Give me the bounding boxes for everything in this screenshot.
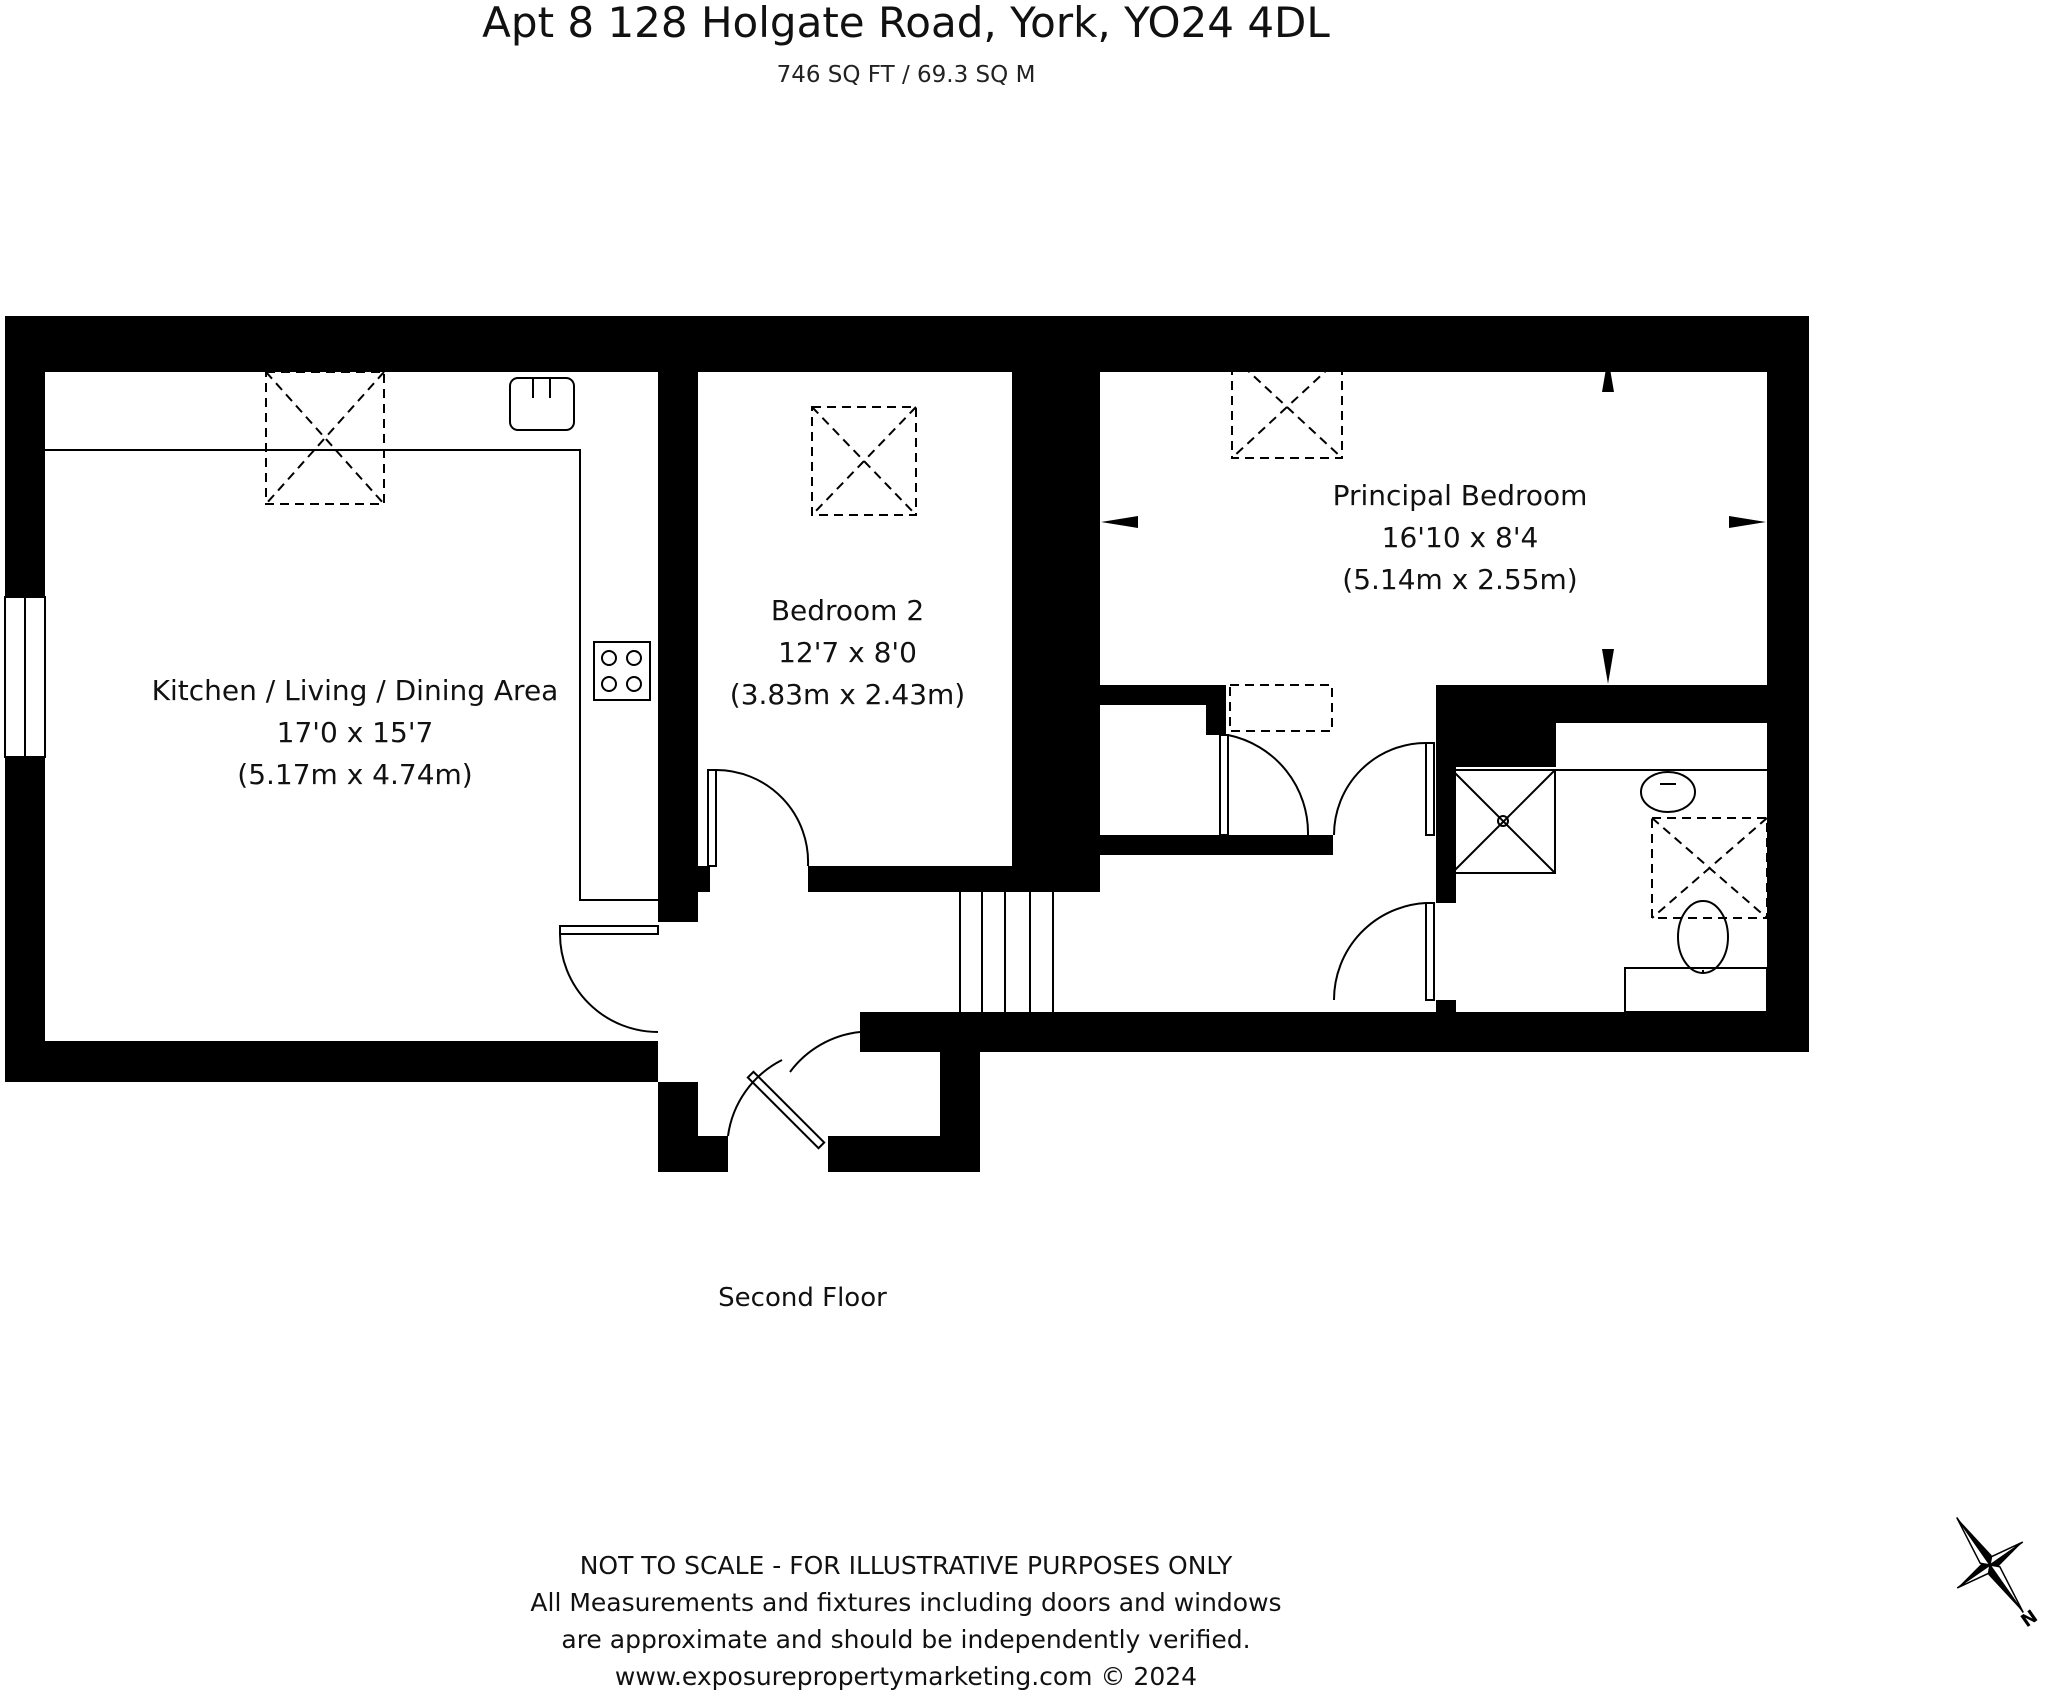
- compass-north-label: N: [2017, 1606, 2042, 1633]
- ensuite-fixtures: [1452, 770, 1767, 1012]
- disclaimer-line-2: All Measurements and fixtures including doors and windows: [530, 1588, 1282, 1617]
- door-kitchen: [560, 926, 658, 1032]
- room-size-imperial: 17'0 x 15'7: [276, 716, 434, 749]
- toilet-icon: [1678, 901, 1728, 973]
- room-size-metric: (5.14m x 2.55m): [1342, 563, 1578, 596]
- wall-entry-left-bottom: [658, 1136, 728, 1172]
- washbasin-icon: [1641, 772, 1695, 812]
- wall-left-upper: [5, 316, 45, 597]
- room-name: Bedroom 2: [770, 594, 925, 627]
- property-area: 746 SQ FT / 69.3 SQ M: [776, 62, 1036, 88]
- wall-left-lower: [5, 757, 45, 1082]
- window-left: [5, 597, 45, 757]
- kitchen-counter: [45, 378, 658, 900]
- room-name: Principal Bedroom: [1332, 479, 1588, 512]
- door-ensuite: [1334, 903, 1434, 1000]
- wall-cupboard-right: [1206, 685, 1226, 735]
- wall-entry-right: [940, 1012, 980, 1172]
- wall-cupboard-bottom: [1100, 835, 1333, 855]
- compass-icon: [1935, 1505, 2045, 1645]
- room-size-imperial: 12'7 x 8'0: [778, 636, 917, 669]
- disclaimer-line-4: www.exposurepropertymarketing.com © 2024: [614, 1662, 1198, 1691]
- wall-bedroom2-principal: [1012, 372, 1100, 892]
- vanity-unit: [1625, 968, 1767, 1012]
- door-principal: [1334, 743, 1434, 835]
- hob-icon: [594, 642, 650, 700]
- wall-principal-top-inner: [1100, 340, 1767, 356]
- door-bedroom2: [708, 770, 808, 866]
- disclaimer-line-3: are approximate and should be independently verified.: [561, 1625, 1251, 1654]
- wall-ensuite-left-lower: [1436, 1000, 1456, 1012]
- wall-principal-top-fill: [1012, 316, 1100, 356]
- room-size-metric: (3.83m x 2.43m): [729, 678, 966, 711]
- room-label-principal-bedroom: [1300, 475, 1620, 601]
- door-cupboard: [1220, 735, 1308, 835]
- wall-bottom-right: [860, 1012, 1809, 1052]
- wall-bedroom2-stub: [698, 866, 710, 892]
- wall-bedroom2-bottom: [808, 866, 1100, 892]
- stairs: [960, 892, 1053, 1012]
- skylight-cupboard-icon: [1230, 685, 1332, 731]
- shower-tray-icon: [1452, 770, 1555, 873]
- skylight-kitchen-icon: [266, 372, 384, 504]
- room-name: Kitchen / Living / Dining Area: [151, 674, 559, 707]
- disclaimer: [400, 1547, 1412, 1695]
- room-size-imperial: 16'10 x 8'4: [1381, 521, 1539, 554]
- floor-label: Second Floor: [718, 1283, 887, 1313]
- wall-kitchen-bedroom2: [658, 372, 698, 922]
- property-address: Apt 8 128 Holgate Road, York, YO24 4DL: [482, 0, 1330, 47]
- sink-icon: [510, 378, 574, 430]
- door-entrance: [728, 1032, 860, 1148]
- wall-bottom-kitchen: [5, 1041, 658, 1082]
- wall-right: [1767, 316, 1809, 1052]
- disclaimer-line-1: NOT TO SCALE - FOR ILLUSTRATIVE PURPOSES ONLY: [579, 1551, 1233, 1580]
- room-label-kitchen: [140, 670, 570, 796]
- room-size-metric: (5.17m x 4.74m): [237, 758, 473, 791]
- skylight-bedroom2-icon: [812, 407, 916, 515]
- room-label-bedroom2: [720, 590, 975, 716]
- wall-entry-notch: [860, 1012, 880, 1040]
